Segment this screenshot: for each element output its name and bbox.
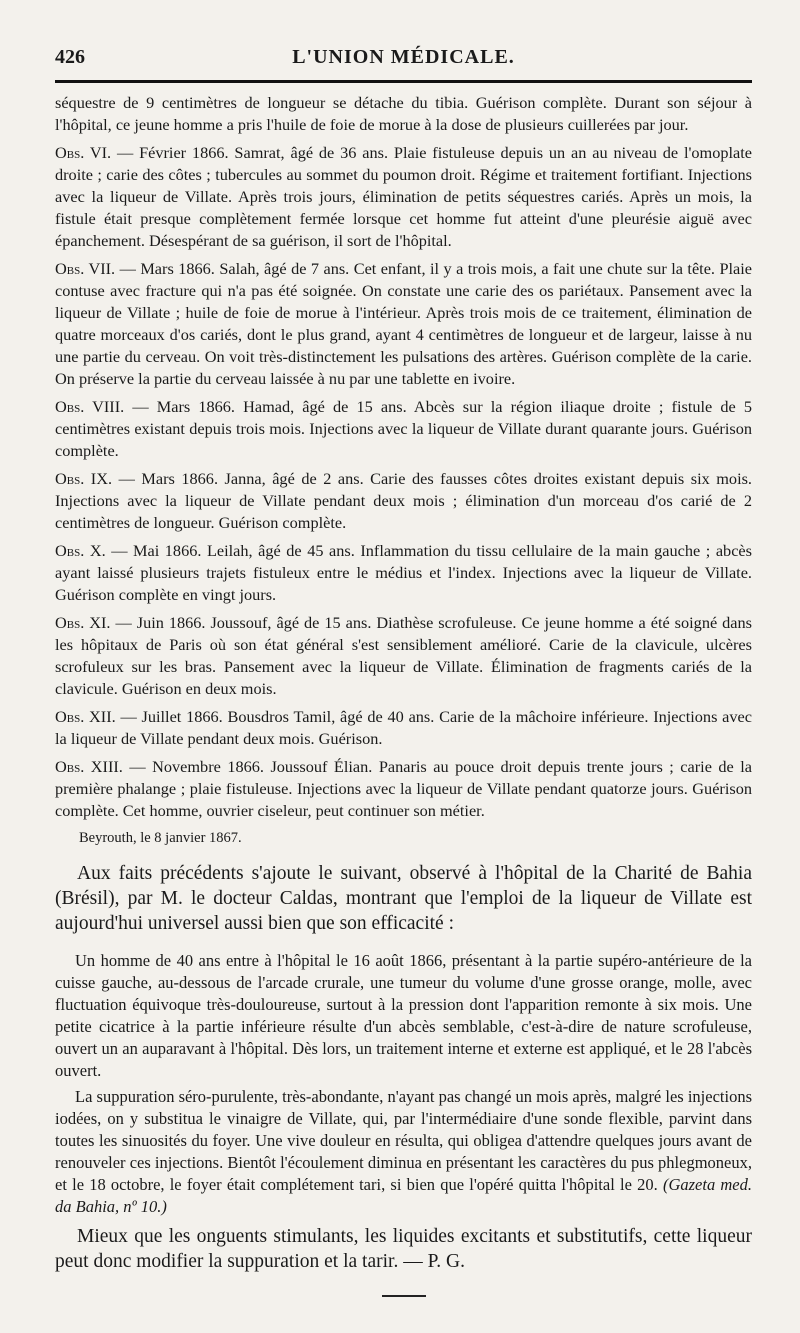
case-paragraph: Un homme de 40 ans entre à l'hôpital le 16 août 1866, présentant à la partie supéro-antérieure de la cuisse gauche, au-dessous de l'arcade crurale, une tumeur du volume d'une grosse orange, molle, avec fluctuation équivoque très-douloureuse, surtout à la pression dont l'apparition remonte à six mois. Une petite cicatrice à la partie inférieure résulte d'un abcès semblable, c'est-à-dire de nature scrofuleuse, ouvert un an auparavant à l'hôpital. Dès lors, un traitement interne et externe est appliqué, et le 28 l'abcès ouvert. [55, 951, 752, 1080]
observation-label: Obs. VIII. [55, 397, 125, 416]
page-number: 426 [55, 46, 85, 68]
observation-11: Obs. XI. — Juin 1866. Joussouf, âgé de 15 ans. Diathèse scrofuleuse. Ce jeune homme a été soigné dans les hôpitaux de Paris où son état général s'est sensiblement amélioré. Carie de la clavicule, ulcères scrofuleux sur les bras. Pansement avec la liqueur de Villate. Élimination de fragments cariés de la clavicule. Guérison en deux mois. [55, 613, 753, 698]
observation-label: Obs. VII. [55, 259, 116, 278]
observation-8: Obs. VIII. — Mars 1866. Hamad, âgé de 15 ans. Abcès sur la région iliaque droite ; fistule de 5 centimètres existant depuis trois mois. Injections avec la liqueur de Villate durant quarante jours. Guérison complète. [55, 397, 753, 460]
intro-paragraph: Aux faits précédents s'ajoute le suivant, observé à l'hôpital de la Charité de Bahia (Brésil), par M. le docteur Caldas, montrant que l'emploi de la liqueur de Villate est aujourd'hui universel aussi bien que son efficacité : [55, 863, 752, 934]
observation-13: Obs. XIII. — Novembre 1866. Joussouf Élian. Panaris au pouce droit depuis trente jours ; carie de la première phalange ; plaie fistuleuse. Injections avec la liqueur de Villate pendant quatorze jours. Guérison complète. Cet homme, ouvrier ciseleur, peut continuer son métier. [55, 757, 753, 820]
observation-label: Obs. IX. [55, 469, 113, 488]
running-title: L'UNION MÉDICALE. [292, 46, 515, 68]
conclusion-paragraph: Mieux que les onguents stimulants, les liquides excitants et substitutifs, cette liqueur peut donc modifier la suppuration et la tarir. — P. G. [55, 1226, 752, 1272]
observation-label: Obs. X. [55, 541, 106, 560]
observation-7: Obs. VII. — Mars 1866. Salah, âgé de 7 ans. Cet enfant, il y a trois mois, a fait une chute sur la tête. Plaie contuse avec fracture qui n'a pas été soignée. On constate une carie des os pariétaux. Pansement avec la liqueur de Villate ; huile de foie de morue à l'intérieur. Après trois mois de ce traitement, élimination de quatre morceaux d'os cariés, dont le plus grand, ayant 4 centimètres de longueur et de largeur, laisse à nu une partie du cerveau. On voit très-distinctement les pulsations des artères. Guérison complète de la carie. On préserve la partie du cerveau laissée à nu par une tablette en ivoire. [55, 259, 752, 388]
case-paragraph: La suppuration séro-purulente, très-abondante, n'ayant pas changé un mois après, malgré les injections iodées, on y substitua le vinaigre de Villate, qui, par l'intermédiaire d'une sonde flexible, parvint dans toutes les sinuosités du foyer. Une vive douleur en résulta, qui obligea d'attendre quelques jours avant de renouveler ces injections. Bientôt l'écoulement diminua en présentant les caractères du pus phlegmoneux, et le 18 octobre, le foyer était complétement tari, si bien que l'opéré quitta l'hôpital le 20. (Gazeta med. da Bahia, nº 10.) [55, 1087, 753, 1216]
observation-10: Obs. X. — Mai 1866. Leilah, âgé de 45 ans. Inflammation du tissu cellulaire de la main gauche ; abcès ayant laissé plusieurs trajets fistuleux entre le médius et l'index. Injections avec la liqueur de Villate. Guérison complète en vingt jours. [55, 541, 752, 604]
observation-label: Obs. VI. [55, 143, 112, 162]
observation-label: Obs. XII. [55, 707, 116, 726]
observation-label: Obs. XIII. [55, 757, 123, 776]
observation-12: Obs. XII. — Juillet 1866. Bousdros Tamil, âgé de 40 ans. Carie de la mâchoire inférieure. Injections avec la liqueur de Villate pendant deux mois. Guérison. [55, 707, 752, 748]
observation-9: Obs. IX. — Mars 1866. Janna, âgé de 2 ans. Carie des fausses côtes droites existant depuis six mois. Injections avec la liqueur de Villate pendant deux mois ; élimination d'un morceau d'os carié de 2 centimètres de longueur. Guérison complète. [55, 469, 752, 532]
citation: (Gazeta med. da Bahia, nº 10.) [55, 1175, 753, 1216]
observation-label: Obs. XI. [55, 613, 111, 632]
signature-line: Beyrouth, le 8 janvier 1867. [79, 830, 242, 846]
end-rule [55, 1284, 752, 1302]
article-body [55, 92, 752, 1302]
header-rule [55, 80, 752, 83]
observation-6: Obs. VI. — Février 1866. Samrat, âgé de 36 ans. Plaie fistuleuse depuis un an au niveau de l'omoplate droite ; carie des côtes ; tubercules au sommet du poumon droit. Régime et traitement fortifiant. Injections avec la liqueur de Villate. Après trois jours, élimination de petits séquestres cariés. Après un mois, la fistule était presque complètement fermée lorsque cet homme fut atteint d'une pleurésie aiguë avec épanchement. Désespérant de sa guérison, il sort de l'hôpital. [55, 143, 752, 250]
page-header [55, 46, 752, 76]
paragraph-continuation: séquestre de 9 centimètres de longueur se détache du tibia. Guérison complète. Durant son séjour à l'hôpital, ce jeune homme a pris l'huile de foie de morue à la dose de plusieurs cuillerées par jour. [55, 93, 752, 134]
